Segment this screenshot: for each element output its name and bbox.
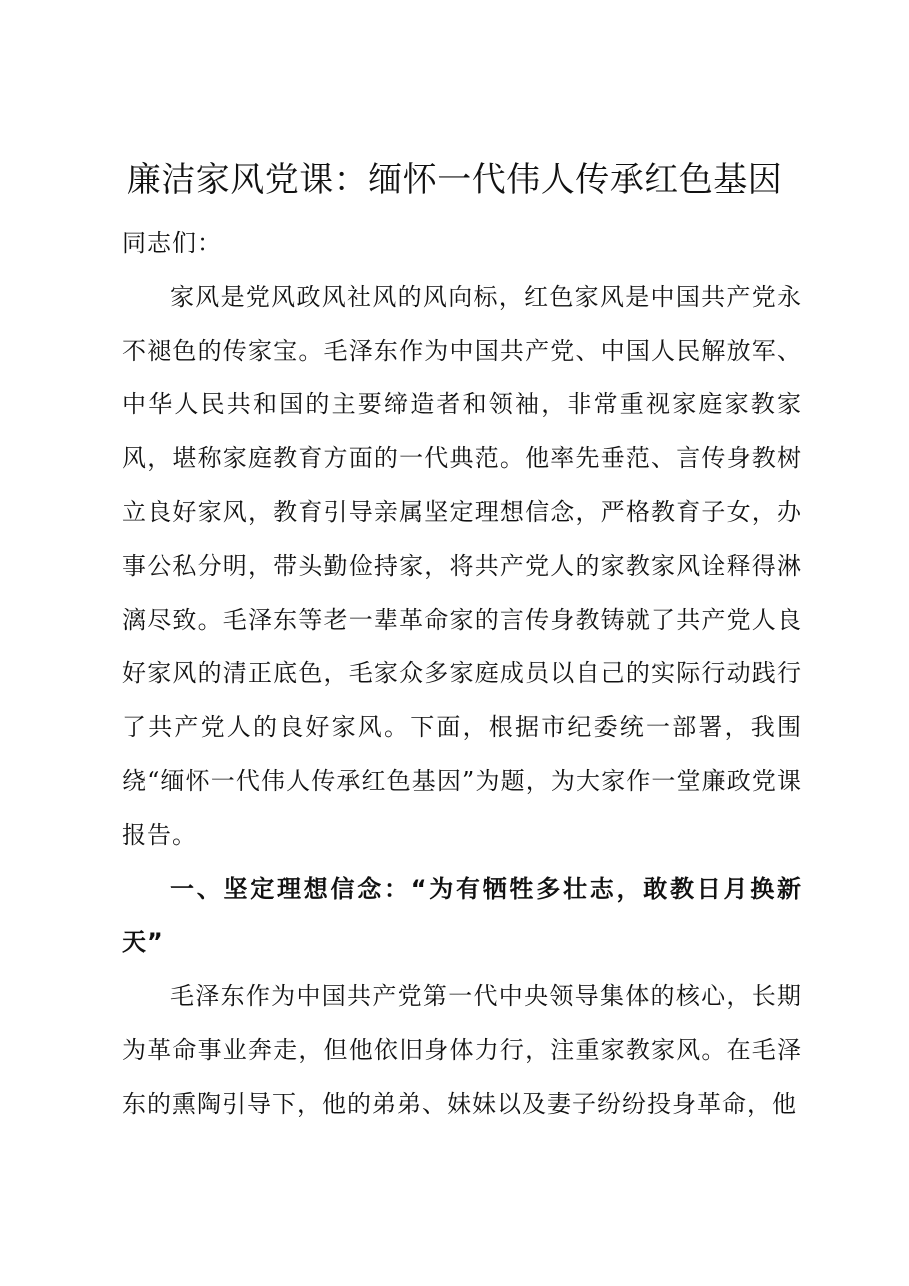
document-body [122, 217, 802, 1132]
document-title: 廉洁家风党课：缅怀一代伟人传承红色基因 [126, 160, 783, 200]
paragraph: 家风是党风政风社风的风向标，红色家风是中国共产党永不褪色的传家宝。毛泽东作为中国共产党、中国人民解放军、中华人民共和国的主要缔造者和领袖，非常重视家庭家教家风，堪称家庭教育方面的一代典范。他率先垂范、言传身教树立良好家风，教育引导亲属坚定理想信念，严格教育子女，办事公私分明，带头勤俭持家，将共产党人的家教家风诠释得淋漓尽致。毛泽东等老一辈革命家的言传身教铸就了共产党人良好家风的清正底色，毛家众多家庭成员以自己的实际行动践行了共产党人的良好家风。下面，根据市纪委统一部署，我围绕“缅怀一代伟人传承红色基因”为题，为大家作一堂廉政党课报告。 [122, 282, 802, 849]
section-heading: 一、坚定理想信念：“为有牺牲多壮志，敢教日月换新天” [122, 874, 802, 957]
paragraph: 毛泽东作为中国共产党第一代中央领导集体的核心，长期为革命事业奔走，但他依旧身体力行，注重家教家风。在毛泽东的熏陶引导下，他的弟弟、妹妹以及妻子纷纷投身革命，他 [122, 982, 802, 1118]
salutation: 同志们： [122, 229, 222, 257]
